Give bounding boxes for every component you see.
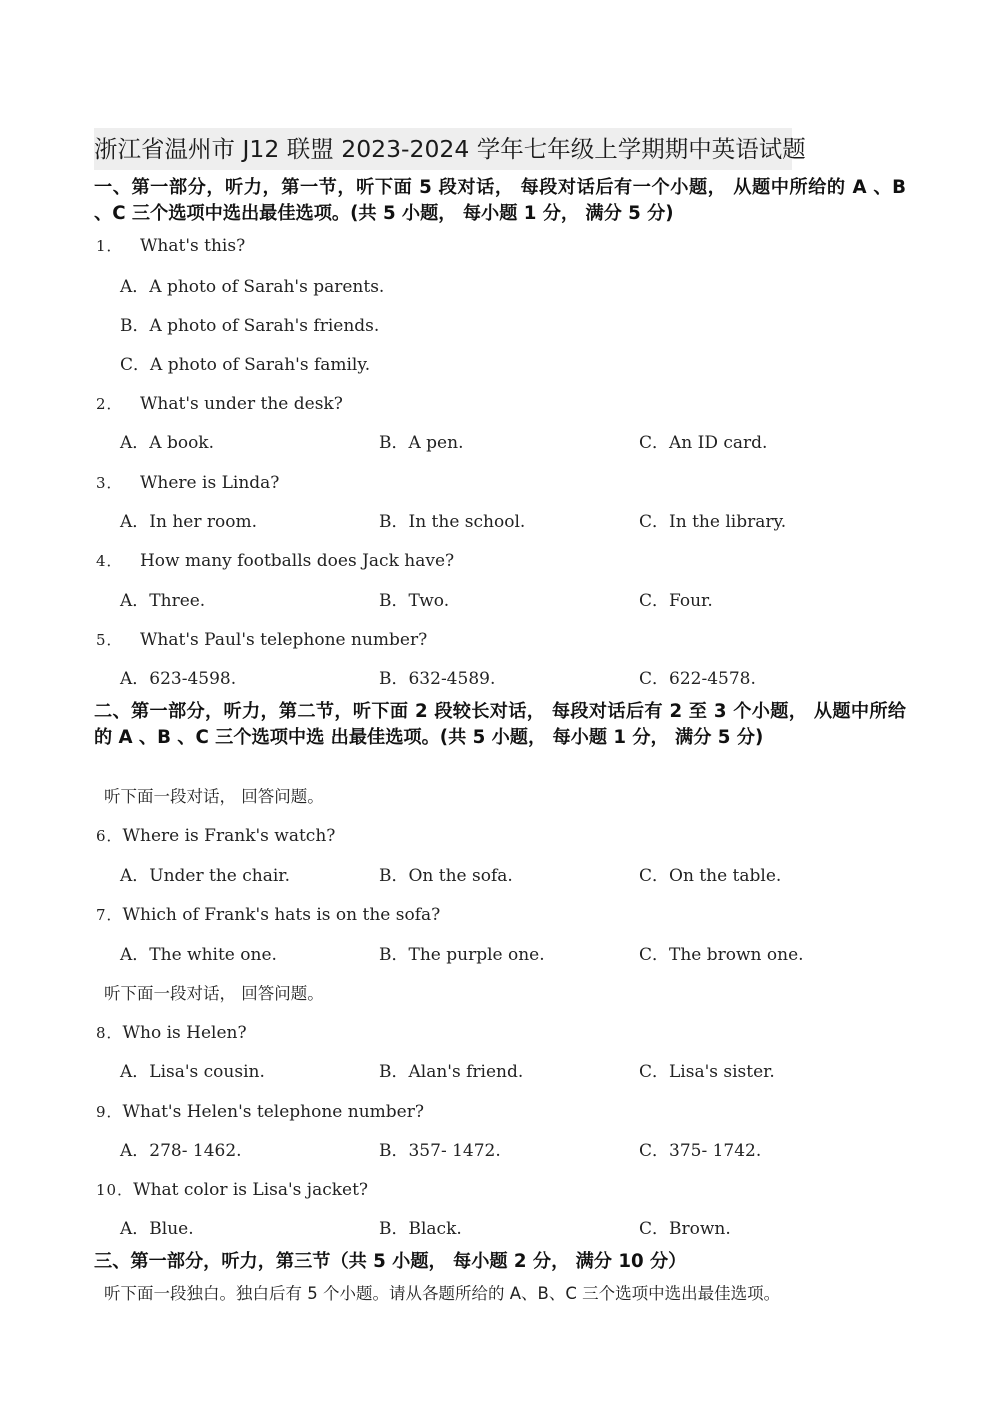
question-text: What's Paul's telephone number? [139, 630, 428, 650]
question-number: 3． [96, 474, 123, 492]
q9-option-c[interactable]: C．375- 1742. [639, 1141, 762, 1161]
question-text: Where is Linda? [139, 473, 280, 493]
q10-option-a[interactable]: A．Blue. [120, 1219, 194, 1239]
q3-option-c[interactable]: C．In the library. [639, 512, 787, 532]
q7-option-b[interactable]: B．The purple one. [379, 945, 545, 965]
section-heading-1: 一、第一部分，听力，第一节，听下面 5 段对话， 每段对话后有一个小题， 从题中所给的 A 、B 、C 三个选项中选出最佳选项。(共 5 小题， 每小题 1 分， 满分 5 分) [94, 177, 906, 224]
q7-option-a[interactable]: A．The white one. [120, 945, 277, 965]
question-10 [96, 1179, 368, 1201]
q9-option-b[interactable]: B．357- 1472. [379, 1141, 501, 1161]
question-3 [96, 472, 279, 494]
q1-option-a[interactable]: A．A photo of Sarah's parents. [120, 277, 385, 297]
section-heading-3: 三、第一部分，听力，第三节（共 5 小题， 每小题 2 分， 满分 10 分） [94, 1251, 687, 1272]
q3-option-b[interactable]: B．In the school. [379, 512, 526, 532]
q8-option-b[interactable]: B．Alan's friend. [379, 1062, 524, 1082]
q6-option-b[interactable]: B．On the sofa. [379, 866, 513, 886]
question-2 [96, 393, 343, 415]
q10-option-b[interactable]: B．Black. [379, 1219, 462, 1239]
question-number: 2． [96, 395, 123, 413]
q4-option-b[interactable]: B．Two. [379, 591, 450, 611]
q8-option-c[interactable]: C．Lisa's sister. [639, 1062, 775, 1082]
q5-option-c[interactable]: C．622-4578. [639, 669, 756, 689]
question-text: What's Helen's telephone number? [122, 1102, 424, 1122]
question-1 [96, 235, 245, 257]
question-text: How many footballs does Jack have? [139, 551, 455, 571]
question-number: 5． [96, 631, 123, 649]
q5-option-b[interactable]: B．632-4589. [379, 669, 496, 689]
monologue-instruction: 听下面一段独白。独白后有 5 个小题。请从各题所给的 A、B、C 三个选项中选出最佳选项。 [104, 1284, 781, 1303]
q7-option-c[interactable]: C．The brown one. [639, 945, 804, 965]
question-number: 1． [96, 237, 123, 255]
question-number: 10． [96, 1181, 134, 1199]
q10-option-c[interactable]: C．Brown. [639, 1219, 731, 1239]
page-title: 浙江省温州市 J12 联盟 2023-2024 学年七年级上学期期中英语试题 [94, 128, 792, 170]
q1-option-b[interactable]: B．A photo of Sarah's friends. [120, 316, 380, 336]
question-text: Which of Frank's hats is on the sofa? [122, 905, 441, 925]
question-8 [96, 1022, 247, 1044]
question-text: What's this? [139, 236, 246, 256]
question-5 [96, 629, 427, 651]
q6-option-a[interactable]: A．Under the chair. [120, 866, 290, 886]
dialogue-instruction: 听下面一段对话， 回答问题。 [104, 787, 324, 806]
question-6 [96, 825, 335, 847]
question-number: 4． [96, 552, 123, 570]
dialogue-instruction: 听下面一段对话， 回答问题。 [104, 984, 324, 1003]
q2-option-a[interactable]: A．A book. [120, 433, 215, 453]
q4-option-c[interactable]: C．Four. [639, 591, 713, 611]
section-heading-2: 二、第一部分，听力，第二节，听下面 2 段较长对话， 每段对话后有 2 至 3 个小题， 从题中所给的 A 、B 、C 三个选项中选 出最佳选项。(共 5 小题， 每小题 1 分， 满分 5 分) [94, 701, 906, 748]
question-text: Where is Frank's watch? [122, 826, 336, 846]
question-text: What color is Lisa's jacket? [133, 1180, 369, 1200]
q4-option-a[interactable]: A．Three. [120, 591, 206, 611]
q9-option-a[interactable]: A．278- 1462. [120, 1141, 242, 1161]
q2-option-b[interactable]: B．A pen. [379, 433, 464, 453]
question-number: 7． [96, 906, 123, 924]
question-number: 8． [96, 1024, 123, 1042]
question-text: Who is Helen? [122, 1023, 247, 1043]
q2-option-c[interactable]: C．An ID card. [639, 433, 768, 453]
q3-option-a[interactable]: A．In her room. [120, 512, 258, 532]
question-number: 9． [96, 1103, 123, 1121]
question-number: 6． [96, 827, 123, 845]
q5-option-a[interactable]: A．623-4598. [120, 669, 237, 689]
q6-option-c[interactable]: C．On the table. [639, 866, 782, 886]
question-4 [96, 550, 454, 572]
q1-option-c[interactable]: C．A photo of Sarah's family. [120, 355, 371, 375]
q8-option-a[interactable]: A．Lisa's cousin. [120, 1062, 265, 1082]
question-9 [96, 1101, 424, 1123]
question-text: What's under the desk? [139, 394, 343, 414]
question-7 [96, 904, 440, 926]
